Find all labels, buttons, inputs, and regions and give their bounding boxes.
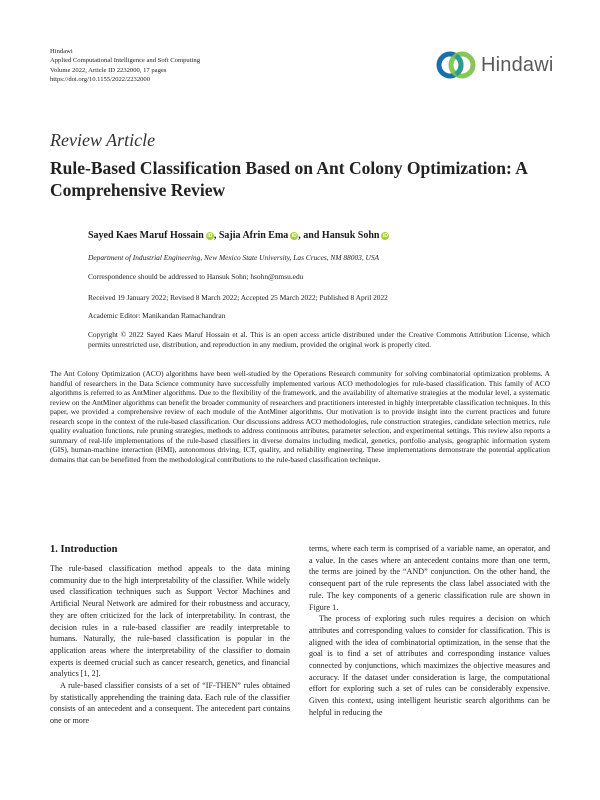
- article-title: Rule-Based Classification Based on Ant Colony Optimization: A Comprehensive Review: [50, 158, 527, 200]
- section-heading: 1. Introduction: [50, 544, 118, 555]
- affiliation: Department of Industrial Engineering, New Mexico State University, Las Cruces, NM 88003, USA: [88, 253, 380, 262]
- orcid-icon[interactable]: iD: [291, 232, 297, 239]
- hindawi-logo: [436, 48, 556, 82]
- body-paragraph: The process of exploring such rules requires a decision on which attributes and corresponding values to consider for classification. This is aligned with the idea of combinatorial optimization, in the sense that the goal is to find a set of attributes and corresponding instance values connected by conjunctions, which maximizes the objective measures and accuracy. If the dataset under consideration is large, the computational effort for exploring such a set of rules can be considerably expensive. Given this context, using intelligent heuristic search algorithms can be helpful in reducing the: [309, 614, 550, 717]
- orcid-icon[interactable]: iD: [207, 232, 213, 239]
- correspondence: Correspondence should be addressed to Hansuk Sohn; hsohn@nmsu.edu: [88, 272, 304, 281]
- hindawi-logo-icon: [436, 49, 476, 81]
- logo-text: Hindawi: [481, 53, 554, 76]
- publisher-name: Hindawi: [50, 48, 73, 55]
- author-name[interactable]: Hansuk Sohn: [321, 230, 380, 241]
- orcid-icon[interactable]: iD: [382, 232, 388, 239]
- body-paragraph: The rule-based classification method appeals to the data mining community due to the high interpretability of the classifier. While widely used classification techniques such as Support Vector Machines and Artificial Neural Network are admired for their robustness and accuracy, they are often criticized for the lack of interpretability. In contrast, the decision rules in a rule-based classifier are readily interpretable to humans. Naturally, the rule-based classification is popular in the application areas where the interpretability of the classifier to domain experts is deemed crucial such as cancer research, genetics, and financial analytics [1, 2].: [50, 564, 290, 679]
- body-paragraph: terms, where each term is comprised of a variable name, an operator, and a value. In the cases where an antecedent contains more than one term, the terms are joined by the “AND” conjunction. On the other hand, the consequent part of the rule represents the class label associated with the rule. The key components of a generic classification rule are shown in Figure 1.: [309, 544, 550, 612]
- academic-editor: Academic Editor: Manikandan Ramachandran: [88, 311, 226, 320]
- left-column: [50, 563, 290, 727]
- article-type: Review Article: [50, 130, 156, 150]
- body-paragraph: A rule-based classifier consists of a set of “IF-THEN” rules obtained by statistically apprehending the training data. Each rule of the classifier consists of an antecedent and a consequent. The antecedent part contains one or more: [50, 681, 290, 726]
- author-name[interactable]: Sayed Kaes Maruf Hossain: [88, 230, 204, 241]
- journal-name: Applied Computational Intelligence and Soft Computing: [50, 57, 200, 65]
- author-list: [88, 230, 389, 241]
- volume-line: Volume 2022, Article ID 2232000, 17 pages: [50, 66, 167, 74]
- doi-link[interactable]: https://doi.org/10.1155/2022/2232000: [50, 76, 151, 84]
- author-name[interactable]: Sajia Afrin Ema: [218, 230, 289, 241]
- article-dates: Received 19 January 2022; Revised 8 March 2022; Accepted 25 March 2022; Published 8 April 2022: [88, 293, 388, 302]
- right-column: [309, 543, 550, 719]
- author-separator: , and: [298, 230, 322, 241]
- abstract-text: The Ant Colony Optimization (ACO) algorithms have been well-studied by the Operations Research community for solving combinatorial optimization problems. A handful of researchers in the Data Science community have successfully implemented various ACO methodologies for rule-based classification. This family of ACO algorithms is referred to as AntMiner algorithms. Due to the flexibility of the framework, and the availability of alternative strategies at the modular level, a systematic review on the AntMiner algorithms can benefit the broader community of researchers and practitioners interested in highly interpretable classification techniques. In this paper, we provided a comprehensive review of each module of the AntMiner algorithms. Our motivation is to provide insight into the current practices and future research scope in the context of the rule-based classification. Our discussions address ACO methodologies, rule construction strategies, candidate selection metrics, rule quality evaluation functions, rule pruning strategies, methods to address continuous attributes, parameter selection, and experimental settings. This review also reports a summary of real-life implementations of the rule-based classifiers in diverse domains including medical, genetics, portfolio analysis, geographic information system (GIS), human-machine interaction (HMI), autonomous driving, ICT, quality, and reliability engineering. These implementations demonstrate the potential application domains that can be benefitted from the methodological contributions to the rule-based classification technique.: [50, 369, 550, 464]
- copyright-notice: Copyright © 2022 Sayed Kaes Maruf Hossain et al. This is an open access article distributed under the Creative Commons Attribution License, which permits unrestricted use, distribution, and reproduction in any medium, provided the original work is properly cited.: [88, 330, 550, 349]
- author-separator: ,: [213, 230, 219, 241]
- journal-header: [50, 47, 200, 85]
